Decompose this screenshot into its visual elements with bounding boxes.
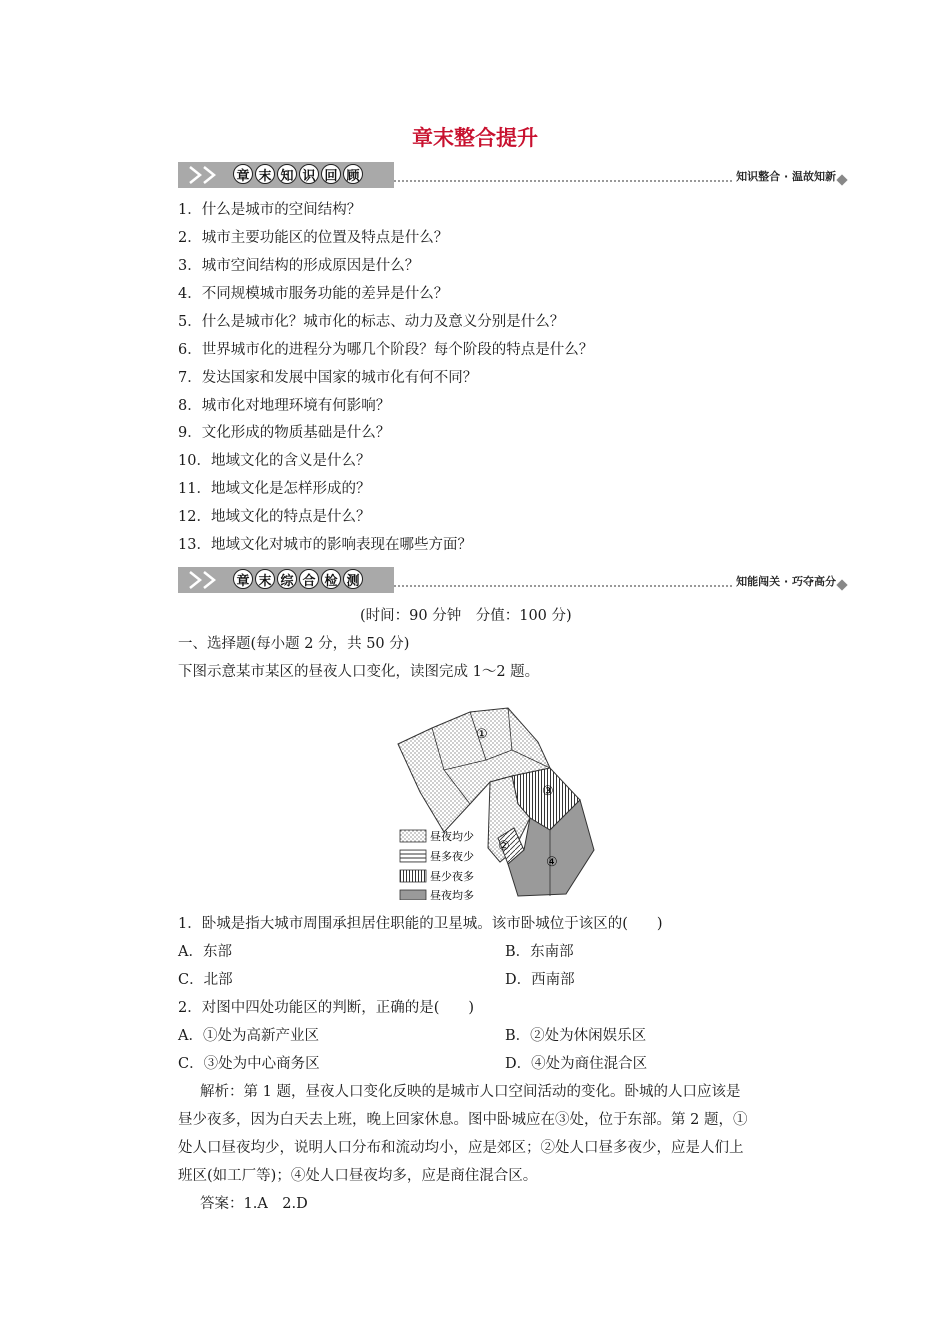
banner-subtitle: 知识整合 · 温故知新 <box>732 168 836 184</box>
figure-intro: 下图示意某市某区的昼夜人口变化，读图完成 1～2 题。 <box>178 664 540 680</box>
question-2-stem: 2．对图中四处功能区的判断，正确的是( ) <box>178 1000 475 1016</box>
banner-char: 顾 <box>343 164 363 184</box>
review-question: 13．地域文化对城市的影响表现在哪些方面？ <box>178 537 472 553</box>
review-question: 6．世界城市化的进程分为哪几个阶段？每个阶段的特点是什么？ <box>178 342 594 358</box>
chevron-right-icon <box>200 570 220 590</box>
banner-title <box>233 569 363 589</box>
answer-line: 答案：1.A 2.D <box>200 1196 308 1212</box>
question-1-option-d: D．西南部 <box>505 972 575 988</box>
review-question: 5．什么是城市化？城市化的标志、动力及意义分别是什么？ <box>178 314 565 330</box>
banner-title <box>233 164 363 184</box>
section-banner-test <box>178 567 846 593</box>
banner-char: 知 <box>277 164 297 184</box>
question-1-option-c: C．北部 <box>178 972 233 988</box>
review-question: 10．地域文化的含义是什么？ <box>178 453 371 469</box>
legend-swatch-horizontal <box>400 850 426 862</box>
legend-label: 昼夜均少 <box>430 830 474 843</box>
review-question: 9．文化形成的物质基础是什么？ <box>178 425 391 441</box>
part-heading: 一、选择题(每小题 2 分，共 50 分) <box>178 636 410 652</box>
legend-swatch-dots <box>400 830 426 842</box>
question-2-option-c: C．③处为中心商务区 <box>178 1056 320 1072</box>
review-question: 7．发达国家和发展中国家的城市化有何不同？ <box>178 370 478 386</box>
review-question: 12．地域文化的特点是什么？ <box>178 509 371 525</box>
legend-label: 昼少夜多 <box>430 870 474 883</box>
banner-char: 章 <box>233 569 253 589</box>
question-2-option-b: B．②处为休闲娱乐区 <box>505 1028 647 1044</box>
explanation-line: 解析：第 1 题，昼夜人口变化反映的是城市人口空间活动的变化。卧城的人口应该是 <box>200 1084 741 1100</box>
banner-char: 测 <box>343 569 363 589</box>
section-banner-review <box>178 162 846 188</box>
legend-label: 昼多夜少 <box>430 850 474 863</box>
banner-char: 回 <box>321 164 341 184</box>
question-2-option-a: A．①处为高新产业区 <box>178 1028 319 1044</box>
zone-label-1: ① <box>476 727 488 742</box>
chevron-right-icon <box>200 165 220 185</box>
diamond-icon <box>836 579 847 590</box>
question-2-option-d: D．④处为商住混合区 <box>505 1056 648 1072</box>
banner-char: 末 <box>255 164 275 184</box>
review-question: 2．城市主要功能区的位置及特点是什么？ <box>178 230 449 246</box>
banner-char: 章 <box>233 164 253 184</box>
explanation-line: 昼少夜多，因为白天去上班，晚上回家休息。图中卧城应在③处，位于东部。第 2 题，① <box>178 1112 748 1128</box>
review-question: 11．地域文化是怎样形成的？ <box>178 481 371 497</box>
banner-char: 检 <box>321 569 341 589</box>
zone-label-4: ④ <box>546 855 558 870</box>
banner-char: 识 <box>299 164 319 184</box>
legend-swatch-vertical <box>400 870 426 882</box>
banner-subtitle: 知能闯关 · 巧夺高分 <box>732 573 836 589</box>
review-question: 3．城市空间结构的形成原因是什么？ <box>178 258 420 274</box>
explanation-line: 处人口昼夜均少，说明人口分布和流动均小，应是郊区；②处人口昼多夜少，应是人们上 <box>178 1140 744 1156</box>
question-1-option-b: B．东南部 <box>505 944 574 960</box>
zone-label-2: ② <box>498 839 510 854</box>
review-question: 1．什么是城市的空间结构？ <box>178 202 362 218</box>
diamond-icon <box>836 174 847 185</box>
test-meta: (时间：90 分钟 分值：100 分) <box>360 608 572 624</box>
question-1-option-a: A．东部 <box>178 944 232 960</box>
page-title: 章末整合提升 <box>412 126 538 150</box>
explanation-line: 班区(如工厂等)；④处人口昼夜均多，应是商住混合区。 <box>178 1168 538 1184</box>
legend-swatch-gray <box>400 890 426 900</box>
banner-char: 合 <box>299 569 319 589</box>
banner-char: 综 <box>277 569 297 589</box>
review-question: 4．不同规模城市服务功能的差异是什么？ <box>178 286 449 302</box>
zone-label-3: ③ <box>542 784 554 799</box>
review-question: 8．城市化对地理环境有何影响？ <box>178 398 391 414</box>
legend-label: 昼夜均多 <box>430 889 474 900</box>
question-1-stem: 1．卧城是指大城市周围承担居住职能的卫星城。该市卧城位于该区的( ) <box>178 916 663 932</box>
banner-char: 末 <box>255 569 275 589</box>
population-map-figure <box>390 700 600 900</box>
